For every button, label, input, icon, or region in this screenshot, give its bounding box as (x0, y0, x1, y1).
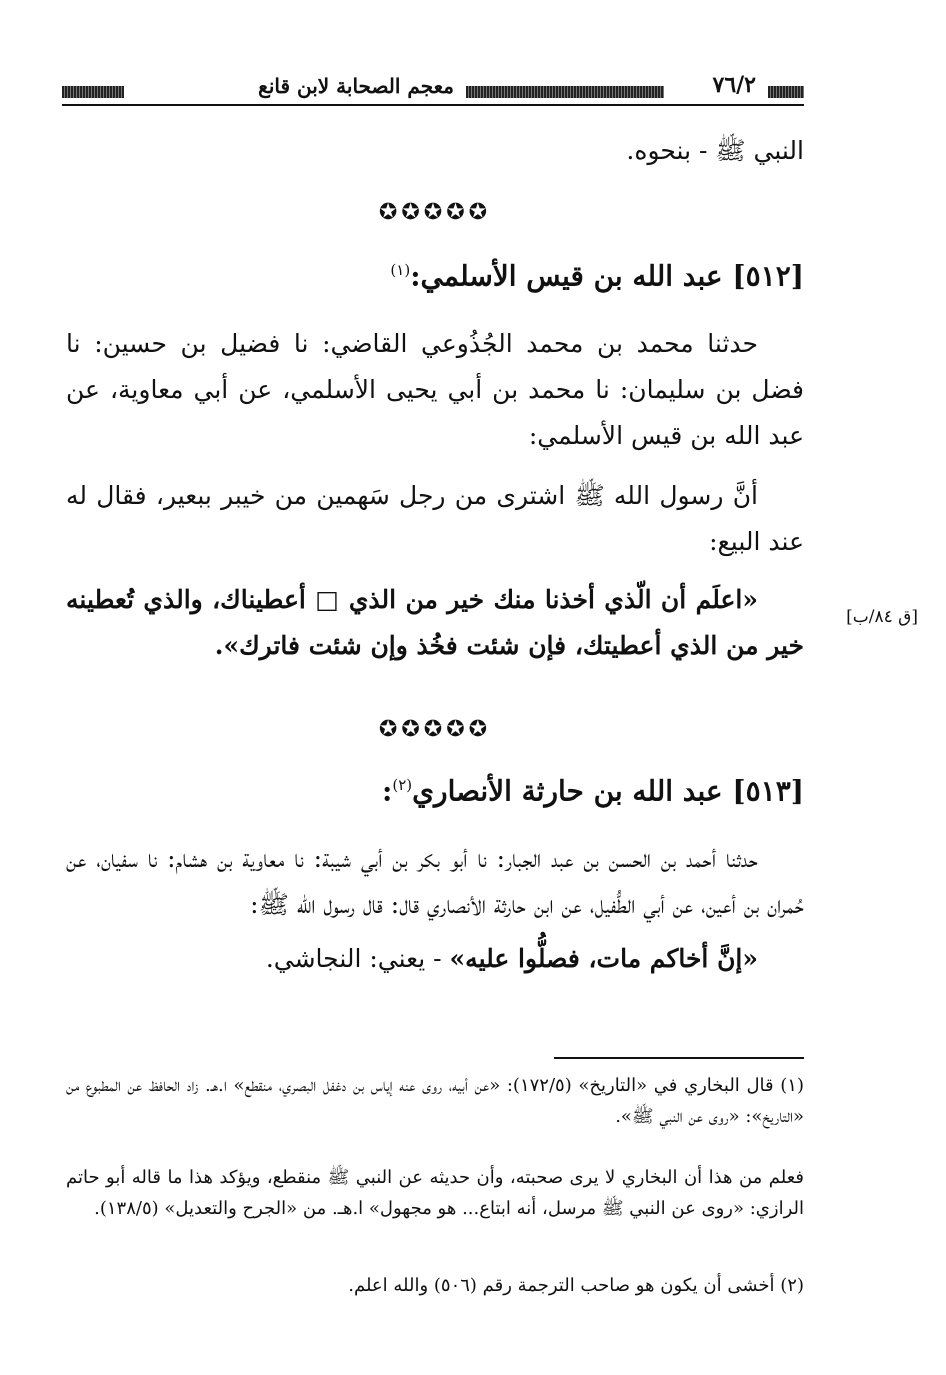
page-number: ٧٦/٢ (712, 72, 756, 98)
section-separator: ✪✪✪✪✪ (378, 717, 492, 742)
entry-512 (66, 245, 804, 669)
footnote-1-continued: فعلم من هذا أن البخاري لا يرى صحبته، وأن حديثه عن النبي ﷺ منقطع، ويؤكد هذا ما قاله أبو حاتم الرازي: «روى عن النبي ﷺ مرسل، أنه ابتاع... هو مجهول» ا.هـ. من «الجرح والتعديل» (١٣٨/٥). (66, 1167, 804, 1219)
header-ornament-bar (62, 86, 124, 98)
header-ornament-bar (768, 86, 804, 98)
paragraph: النبي ﷺ - بنحوه. (626, 136, 804, 165)
section-separator: ✪✪✪✪✪ (378, 200, 492, 225)
footnote-2: (٢) أخشى أن يكون هو صاحب الترجمة رقم (٥٠٦) والله اعلم. (348, 1275, 804, 1296)
isnad-paragraph: حدثنا محمد بن محمد الجُذُوعي القاضي: نا فضيل بن حسين: نا فضل بن سليمان: نا محمد بن أبي يحيى الأسلمي، عن أبي معاوية، عن عبد الله بن قيس الأسلمي: (66, 329, 804, 451)
matn-paragraph: أنَّ رسول الله ﷺ اشترى من رجل سَهمين من خيبر ببعير، فقال له عند البيع: (66, 481, 804, 557)
entry-513 (66, 760, 804, 982)
hadith-line: «إنَّ أخاكم مات، فصلُّوا عليه» - يعني: النجاشي. (265, 944, 758, 974)
running-header (62, 72, 804, 106)
isnad-paragraph: حدثنا أحمد بن الحسن بن عبد الجبار: نا أبو بكر بن أبي شيبة: نا معاوية بن هشام: نا سفيان، عن حُمران بن أعين، عن أبي الطُّفيل، عن ابن حارثة الأنصاري قال: قال رسول الله ﷺ: (66, 844, 804, 920)
footnote-ref: (١) (390, 261, 411, 279)
footnote-1: (١) قال البخاري في «التاريخ» (١٧٢/٥): «عن أبيه، روى عنه إياس بن دغفل البصري، منقطع» ا.هـ. زاد الحافظ عن المطبوع من «التاريخ»: «روى عن النبي ﷺ». (66, 1075, 804, 1127)
continuation-line (66, 128, 804, 174)
footnote-ref: (٢) (392, 776, 413, 794)
book-title: معجم الصحابة لابن قانع (258, 74, 454, 98)
header-rule (62, 104, 804, 106)
entry-heading: [٥١٢] عبد الله بن قيس الأسلمي:$^{(١)}$ (390, 259, 804, 293)
entry-heading: [٥١٣] عبد الله بن حارثة الأنصاري$^{(٢)}$: (382, 774, 804, 808)
manuscript-folio-note: [ق ٨٤/ب] (846, 607, 918, 627)
footnote-rule (554, 1057, 804, 1059)
header-ornament-bar (466, 86, 664, 98)
hadith-quote: «اعلَم أن الّذي أخذنا منك خير من الذي □ أعطيناك، والذي تُعطينه خير من الذي أعطيتك، فإن شئت فخُذ وإن شئت فاترك». (66, 585, 804, 661)
hadith-quote: «إنَّ أخاكم مات، فصلُّوا عليه» (449, 944, 758, 974)
